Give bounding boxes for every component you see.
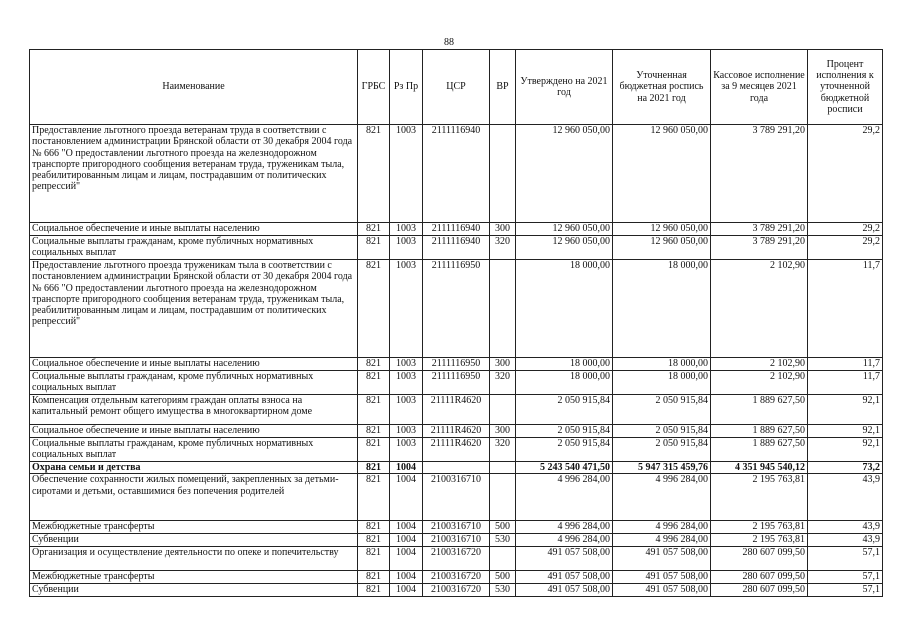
cell-refined: 491 057 508,00 [613,571,711,584]
cell-name: Социальное обеспечение и иные выплаты населению [30,358,358,371]
cell-cash: 1 889 627,50 [711,438,808,462]
cell-csr: 2111116940 [423,125,490,223]
cell-cash: 280 607 099,50 [711,584,808,597]
cell-rz: 1004 [390,534,423,547]
cell-name: Субвенции [30,534,358,547]
cell-rz: 1003 [390,371,423,395]
cell-refined: 2 050 915,84 [613,395,711,425]
cell-percent: 29,2 [808,223,883,236]
cell-approved: 4 996 284,00 [516,534,613,547]
cell-percent: 57,1 [808,571,883,584]
table-row [30,260,883,358]
cell-csr: 2111116950 [423,260,490,358]
cell-vr: 530 [490,534,516,547]
cell-refined: 18 000,00 [613,371,711,395]
cell-approved: 5 243 540 471,50 [516,462,613,474]
cell-csr: 21111R4620 [423,438,490,462]
cell-grbs: 821 [358,547,390,571]
cell-name: Предоставление льготного проезда ветеранам труда в соответствии с постановлением администрации Брянской области от 30 декабря 2004 года № 666 "О предоставлении льготного проезда на железнодорожном транспорте пригородного сообщения ветеранам труда, труженикам тыла, реабилитированным лицам и лицам, пострадавшим от политических репрессий" [30,125,358,223]
page-number: 88 [444,37,454,48]
cell-vr: 300 [490,358,516,371]
table-row [30,521,883,534]
cell-refined: 2 050 915,84 [613,438,711,462]
cell-rz: 1003 [390,125,423,223]
budget-table [29,49,883,597]
cell-name: Субвенции [30,584,358,597]
cell-name: Обеспечение сохранности жилых помещений, закрепленных за детьми-сиротами и детьми, оставшимися без попечения родителей [30,474,358,521]
cell-vr [490,547,516,571]
cell-vr: 320 [490,438,516,462]
cell-refined: 491 057 508,00 [613,584,711,597]
cell-cash: 3 789 291,20 [711,236,808,260]
table-row [30,236,883,260]
cell-cash: 2 102,90 [711,260,808,358]
cell-name: Социальные выплаты гражданам, кроме публичных нормативных социальных выплат [30,236,358,260]
cell-refined: 18 000,00 [613,358,711,371]
cell-refined: 5 947 315 459,76 [613,462,711,474]
cell-name: Социальное обеспечение и иные выплаты населению [30,223,358,236]
header-approved: Утверждено на 2021 год [516,50,613,125]
header-vr: ВР [490,50,516,125]
cell-grbs: 821 [358,236,390,260]
cell-refined: 18 000,00 [613,260,711,358]
cell-csr: 2100316720 [423,584,490,597]
cell-approved: 12 960 050,00 [516,125,613,223]
cell-percent: 92,1 [808,438,883,462]
cell-approved: 2 050 915,84 [516,425,613,438]
cell-vr: 500 [490,521,516,534]
cell-approved: 18 000,00 [516,260,613,358]
table-row [30,547,883,571]
cell-cash: 1 889 627,50 [711,425,808,438]
cell-refined: 491 057 508,00 [613,547,711,571]
cell-rz: 1003 [390,260,423,358]
cell-percent: 92,1 [808,425,883,438]
cell-approved: 491 057 508,00 [516,547,613,571]
cell-grbs: 821 [358,438,390,462]
header-percent: Процент исполнения к уточненной бюджетной росписи [808,50,883,125]
cell-csr: 2111116940 [423,223,490,236]
cell-percent: 43,9 [808,534,883,547]
cell-vr [490,125,516,223]
cell-vr [490,395,516,425]
cell-csr: 21111R4620 [423,395,490,425]
cell-csr: 21111R4620 [423,425,490,438]
cell-grbs: 821 [358,425,390,438]
table-row [30,438,883,462]
cell-rz: 1004 [390,521,423,534]
table-row [30,358,883,371]
table-row [30,125,883,223]
cell-percent: 57,1 [808,547,883,571]
cell-percent: 43,9 [808,474,883,521]
cell-cash: 3 789 291,20 [711,125,808,223]
cell-rz: 1004 [390,462,423,474]
cell-rz: 1003 [390,438,423,462]
cell-grbs: 821 [358,395,390,425]
cell-rz: 1004 [390,547,423,571]
cell-csr: 2111116940 [423,236,490,260]
cell-cash: 2 102,90 [711,358,808,371]
cell-name: Организация и осуществление деятельности по опеке и попечительству [30,547,358,571]
cell-grbs: 821 [358,534,390,547]
cell-cash: 2 195 763,81 [711,474,808,521]
cell-approved: 18 000,00 [516,371,613,395]
cell-csr: 2111116950 [423,371,490,395]
table-row [30,223,883,236]
cell-rz: 1003 [390,223,423,236]
cell-csr: 2100316710 [423,521,490,534]
cell-approved: 491 057 508,00 [516,571,613,584]
cell-grbs: 821 [358,571,390,584]
cell-cash: 1 889 627,50 [711,395,808,425]
cell-vr [490,260,516,358]
table-header-row [30,50,883,125]
cell-name: Предоставление льготного проезда труженикам тыла в соответствии с постановлением администрации Брянской области от 30 декабря 2004 года № 666 "О предоставлении льготного проезда на железнодорожном транспорте пригородного сообщения ветеранам труда, труженикам тыла, реабилитированным лицам и лицам, пострадавшим от политических репрессий" [30,260,358,358]
cell-grbs: 821 [358,125,390,223]
cell-percent: 29,2 [808,236,883,260]
cell-rz: 1003 [390,425,423,438]
header-csr: ЦСР [423,50,490,125]
cell-percent: 11,7 [808,260,883,358]
table-row [30,571,883,584]
cell-percent: 43,9 [808,521,883,534]
cell-approved: 2 050 915,84 [516,438,613,462]
cell-csr: 2100316720 [423,571,490,584]
cell-csr [423,462,490,474]
cell-percent: 73,2 [808,462,883,474]
table-row [30,462,883,474]
cell-cash: 280 607 099,50 [711,547,808,571]
cell-refined: 4 996 284,00 [613,474,711,521]
cell-approved: 4 996 284,00 [516,521,613,534]
cell-percent: 57,1 [808,584,883,597]
cell-approved: 2 050 915,84 [516,395,613,425]
cell-csr: 2111116950 [423,358,490,371]
cell-vr: 300 [490,425,516,438]
cell-csr: 2100316710 [423,534,490,547]
cell-name: Социальные выплаты гражданам, кроме публичных нормативных социальных выплат [30,371,358,395]
cell-approved: 12 960 050,00 [516,223,613,236]
cell-name: Социальное обеспечение и иные выплаты населению [30,425,358,438]
cell-refined: 12 960 050,00 [613,223,711,236]
cell-grbs: 821 [358,462,390,474]
cell-rz: 1004 [390,474,423,521]
cell-grbs: 821 [358,584,390,597]
header-refined: Уточненная бюджетная роспись на 2021 год [613,50,711,125]
table-row [30,534,883,547]
cell-refined: 4 996 284,00 [613,521,711,534]
cell-percent: 11,7 [808,371,883,395]
header-cash: Кассовое исполнение за 9 месяцев 2021 года [711,50,808,125]
cell-refined: 12 960 050,00 [613,125,711,223]
cell-cash: 280 607 099,50 [711,571,808,584]
cell-cash: 2 195 763,81 [711,534,808,547]
cell-cash: 2 195 763,81 [711,521,808,534]
cell-refined: 4 996 284,00 [613,534,711,547]
cell-grbs: 821 [358,371,390,395]
cell-grbs: 821 [358,260,390,358]
table-row [30,584,883,597]
cell-grbs: 821 [358,223,390,236]
cell-cash: 3 789 291,20 [711,223,808,236]
cell-rz: 1003 [390,395,423,425]
cell-vr: 320 [490,236,516,260]
header-name: Наименование [30,50,358,125]
cell-name: Социальные выплаты гражданам, кроме публичных нормативных социальных выплат [30,438,358,462]
cell-rz: 1004 [390,584,423,597]
cell-cash: 4 351 945 540,12 [711,462,808,474]
cell-vr: 500 [490,571,516,584]
table-row [30,371,883,395]
cell-rz: 1003 [390,236,423,260]
cell-percent: 92,1 [808,395,883,425]
cell-percent: 29,2 [808,125,883,223]
cell-name: Охрана семьи и детства [30,462,358,474]
cell-vr: 300 [490,223,516,236]
cell-approved: 4 996 284,00 [516,474,613,521]
cell-csr: 2100316720 [423,547,490,571]
cell-approved: 491 057 508,00 [516,584,613,597]
cell-rz: 1003 [390,358,423,371]
table-row [30,425,883,438]
cell-percent: 11,7 [808,358,883,371]
cell-grbs: 821 [358,521,390,534]
cell-vr [490,474,516,521]
cell-csr: 2100316710 [423,474,490,521]
cell-grbs: 821 [358,474,390,521]
cell-rz: 1004 [390,571,423,584]
cell-name: Межбюджетные трансферты [30,521,358,534]
table-row [30,474,883,521]
cell-vr [490,462,516,474]
cell-name: Межбюджетные трансферты [30,571,358,584]
cell-approved: 12 960 050,00 [516,236,613,260]
cell-name: Компенсация отдельным категориям граждан оплаты взноса на капитальный ремонт общего имущества в многоквартирном доме [30,395,358,425]
cell-approved: 18 000,00 [516,358,613,371]
cell-refined: 2 050 915,84 [613,425,711,438]
cell-grbs: 821 [358,358,390,371]
table-row [30,395,883,425]
cell-cash: 2 102,90 [711,371,808,395]
header-grbs: ГРБС [358,50,390,125]
header-rz: Рз Пр [390,50,423,125]
cell-refined: 12 960 050,00 [613,236,711,260]
cell-vr: 530 [490,584,516,597]
cell-vr: 320 [490,371,516,395]
